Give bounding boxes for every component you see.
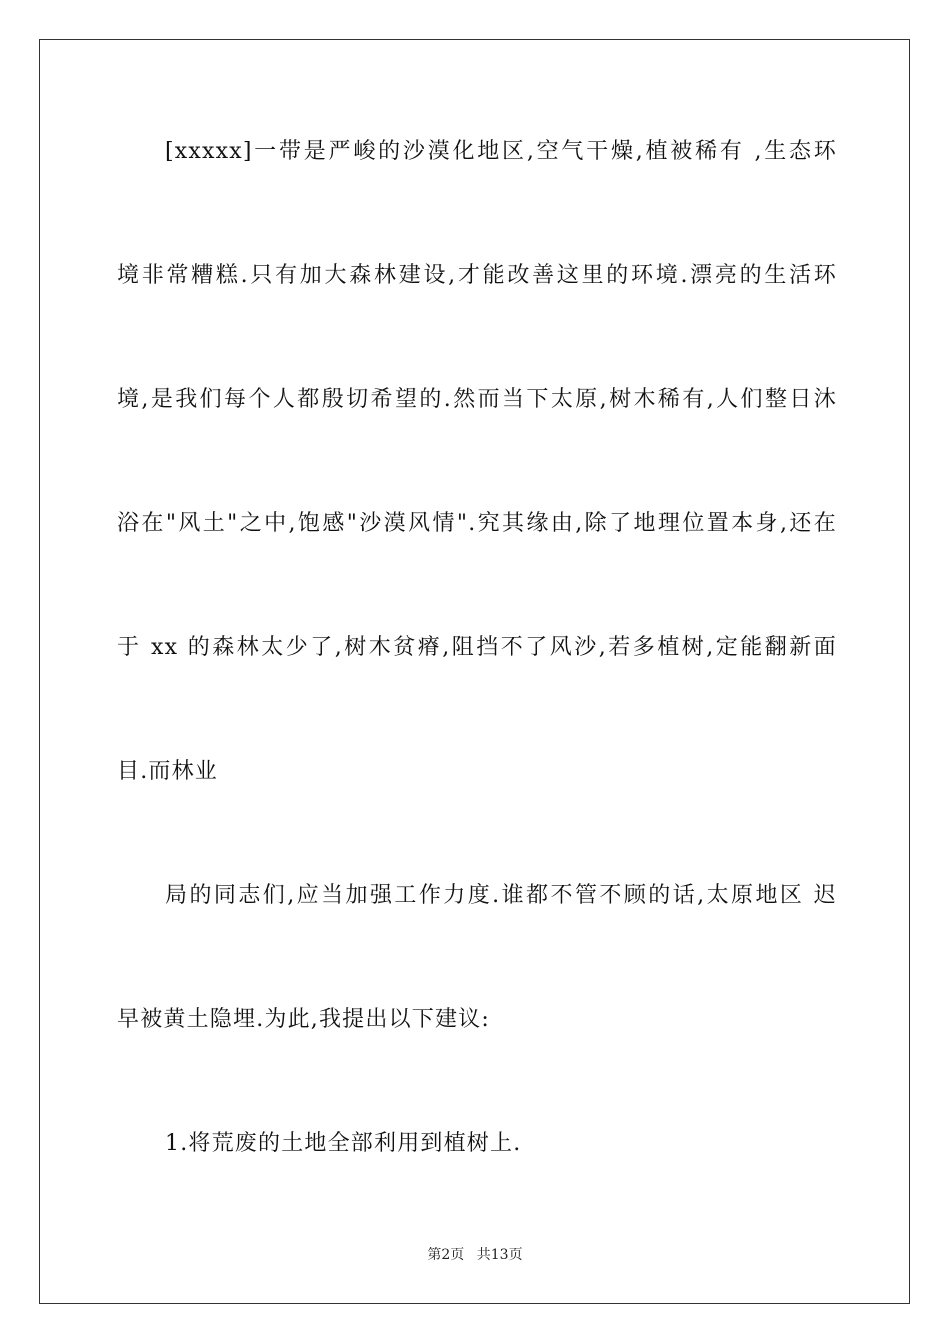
paragraph-line: 目.而林业: [117, 759, 218, 784]
paragraph-line: 早被黄土隐埋.为此,我提出以下建议:: [117, 1007, 490, 1032]
page-number: 第2页: [427, 1247, 465, 1263]
paragraph-line: [xxxxx]一带是严峻的沙漠化地区,空气干燥,植被稀有 ,生态环: [165, 139, 837, 164]
page-border: [39, 39, 910, 1304]
page-footer: [0, 1246, 950, 1264]
paragraph-line: 于 xx 的森林太少了,树木贫瘠,阻挡不了风沙,若多植树,定能翻新面: [117, 635, 837, 660]
paragraph-line: 浴在"风土"之中,饱感"沙漠风情".究其缘由,除了地理位置本身,还在: [117, 511, 837, 536]
paragraph-line: 局的同志们,应当加强工作力度.谁都不管不顾的话,太原地区 迟: [165, 883, 837, 908]
paragraph-line: 境,是我们每个人都殷切希望的.然而当下太原,树木稀有,人们整日沐: [117, 387, 837, 412]
page-total: 共13页: [476, 1247, 523, 1263]
list-item: 1.将荒废的土地全部利用到植树上.: [165, 1131, 522, 1156]
paragraph-line: 境非常糟糕.只有加大森林建设,才能改善这里的环境.漂亮的生活环: [117, 263, 837, 288]
